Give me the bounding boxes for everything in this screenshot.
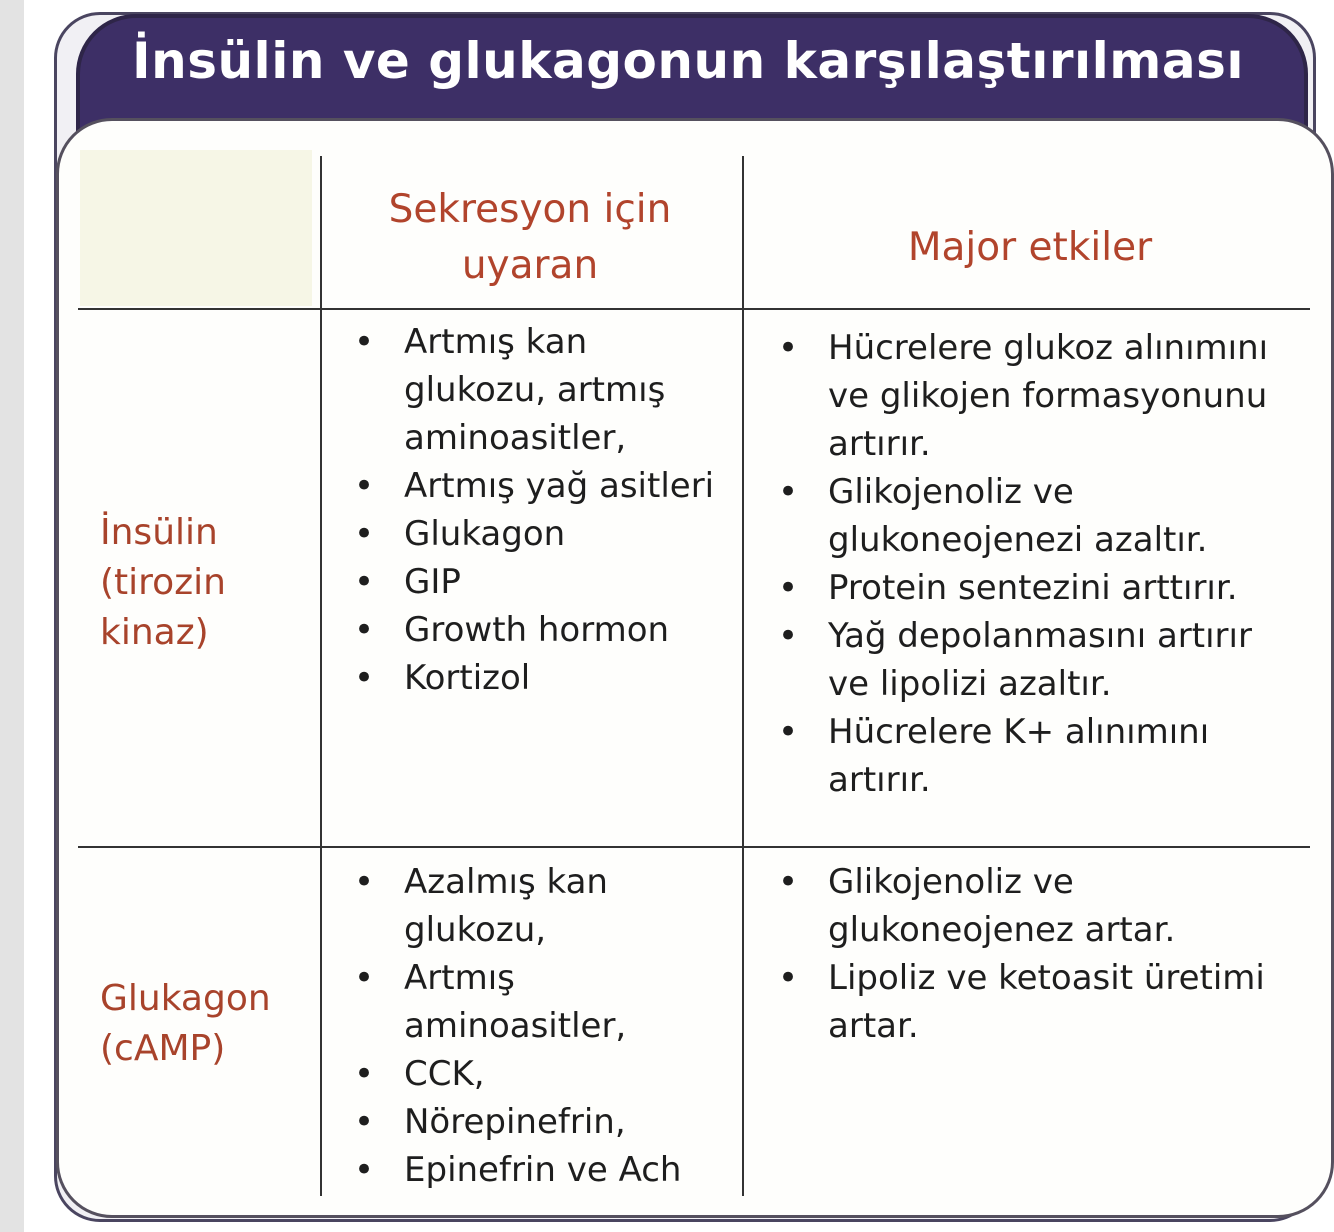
row-label-glucagon: [100, 974, 310, 1074]
list-item: • Protein sentezini arttırır.: [772, 564, 1292, 612]
list-item: • Glikojenoliz ve glukoneojenez artar.: [772, 858, 1292, 954]
header-row-divider: [78, 308, 1310, 310]
list-item: • Lipoliz ve ketoasit üretimi artar.: [772, 954, 1292, 1050]
list-item: • GIP: [348, 558, 728, 606]
glucagon-effects-list: [772, 858, 1292, 1050]
list-item: • CCK,: [348, 1050, 728, 1098]
list-item: • Glukagon: [348, 510, 728, 558]
list-item: • Artmış aminoasitler,: [348, 954, 728, 1050]
insulin-effects-list: [772, 324, 1292, 804]
list-item: • Artmış yağ asitleri: [348, 462, 728, 510]
list-item: • Artmış kan glukozu, artmış aminoasitler,: [348, 318, 728, 462]
list-item: • Azalmış kan glukozu,: [348, 858, 728, 954]
glucagon-stimuli-list: [348, 858, 728, 1194]
list-item: • Growth hormon: [348, 606, 728, 654]
list-item: • Kortizol: [348, 654, 728, 702]
column-divider-2: [742, 156, 744, 1196]
page-title: İnsülin ve glukagonun karşılaştırılması: [132, 32, 1245, 90]
list-item: • Glikojenoliz ve glukoneojenezi azaltır.: [772, 468, 1292, 564]
row-label-insulin: [100, 508, 310, 658]
list-item: • Hücrelere K+ alınımını artırır.: [772, 708, 1292, 804]
column-divider-1: [320, 156, 322, 1196]
row-label-glucagon-name: Glukagon: [100, 978, 271, 1019]
header-secretion-stimulus: Sekresyon için uyaran: [388, 187, 672, 288]
insulin-stimuli-list: [348, 318, 728, 702]
left-margin-strip: [0, 0, 24, 1232]
row-label-insulin-type: (tirozin kinaz): [100, 562, 226, 653]
list-item: • Epinefrin ve Ach: [348, 1146, 728, 1194]
row-label-insulin-name: İnsülin: [100, 512, 218, 553]
list-item: • Yağ depolanmasını artırır ve lipolizi azaltır.: [772, 612, 1292, 708]
insulin-row-divider: [78, 846, 1310, 848]
header-empty-cell: [80, 150, 312, 306]
row-label-glucagon-type: (cAMP): [100, 1028, 226, 1069]
header-major-effects: Major etkiler: [907, 225, 1153, 270]
list-item: • Hücrelere glukoz alınımını ve glikojen formasyonunu artırır.: [772, 324, 1292, 468]
list-item: • Nörepinefrin,: [348, 1098, 728, 1146]
